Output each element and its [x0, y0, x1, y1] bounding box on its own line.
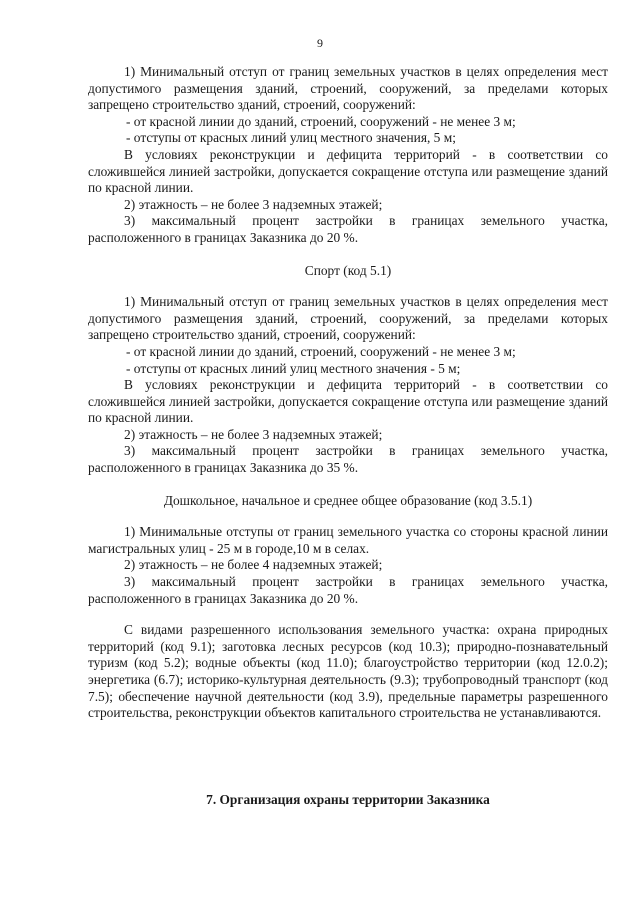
education-paragraph-3: 3) максимальный процент застройки в границах земельного участка, расположенного в границах Заказника до 20 %. [88, 574, 608, 606]
block1-paragraph-3: - отступы от красных линий улиц местного значения, 5 м; [126, 130, 456, 146]
education-heading: Дошкольное, начальное и среднее общее образование (код 3.5.1) [163, 492, 533, 508]
block1-paragraph-5: 2) этажность – не более 3 надземных этажей; [124, 196, 383, 212]
spacer [88, 279, 608, 294]
block1-paragraph-4: В условиях реконструкции и дефицита территорий - в соответствии со сложившейся линией застройки, допускается сокращение отступа или размещение зданий по красной линии. [88, 146, 608, 196]
block1-paragraph-2: - от красной линии до зданий, строений, сооружений - не менее 3 м; [126, 113, 516, 129]
sport-paragraph-4: В условиях реконструкции и дефицита территорий - в соответствии со сложившейся линией застройки, допускается сокращение отступа или размещение зданий по красной линии. [88, 377, 608, 426]
spacer [88, 509, 608, 524]
block1-paragraph-6: 3) максимальный процент застройки в границах земельного участка, расположенного в границах Заказника до 20 %. [88, 213, 608, 245]
spacer [88, 607, 608, 622]
education-paragraph-2: 2) этажность – не более 4 надземных этажей; [124, 557, 383, 573]
sport-paragraph-2: - от красной линии до зданий, строений, сооружений - не менее 3 м; [126, 343, 516, 359]
education-paragraph-1: 1) Минимальные отступы от границ земельного участка со стороны красной линии магистральных улиц - 25 м в городе,10 м в селах. [88, 524, 608, 556]
other-uses-paragraph: С видами разрешенного использования земельного участка: охрана природных территорий (код 9.1); заготовка лесных ресурсов (код 10.3); природно-познавательный туризм (код 5.2); водные объекты (код 11.0); благоустройство территории (код 12.0.2); энергетика (6.7); историко-культурная деятельность (9.3); трубопроводный транспорт (код 7.5); обеспечение научной деятельности (код 3.9), предельные параметры разрешенного строительства, реконструкции объектов капитального строительства не устанавливаются. [88, 622, 608, 721]
sport-paragraph-5: 2) этажность – не более 3 надземных этажей; [124, 426, 383, 442]
page-number: 9 [317, 36, 323, 50]
sport-paragraph-6: 3) максимальный процент застройки в границах земельного участка, расположенного в границах Заказника до 35 %. [88, 443, 608, 476]
block1-paragraph-1: 1) Минимальный отступ от границ земельных участков в целях определения мест допустимого размещения зданий, строений, сооружений, за пределами которых запрещено строительство зданий, строений, сооружений: [88, 64, 608, 113]
document-body [88, 64, 608, 722]
sport-paragraph-1: 1) Минимальный отступ от границ земельных участков в целях определения мест допустимого размещения зданий, строений, сооружений, за пределами которых запрещено строительство зданий, строений, сооружений: [88, 294, 608, 343]
spacer [88, 477, 608, 493]
sport-heading: Спорт (код 5.1) [304, 262, 392, 278]
section-7-title: 7. Организация охраны территории Заказника [206, 792, 490, 807]
sport-paragraph-3: - отступы от красных линий улиц местного значения - 5 м; [126, 360, 461, 376]
spacer [88, 247, 608, 263]
